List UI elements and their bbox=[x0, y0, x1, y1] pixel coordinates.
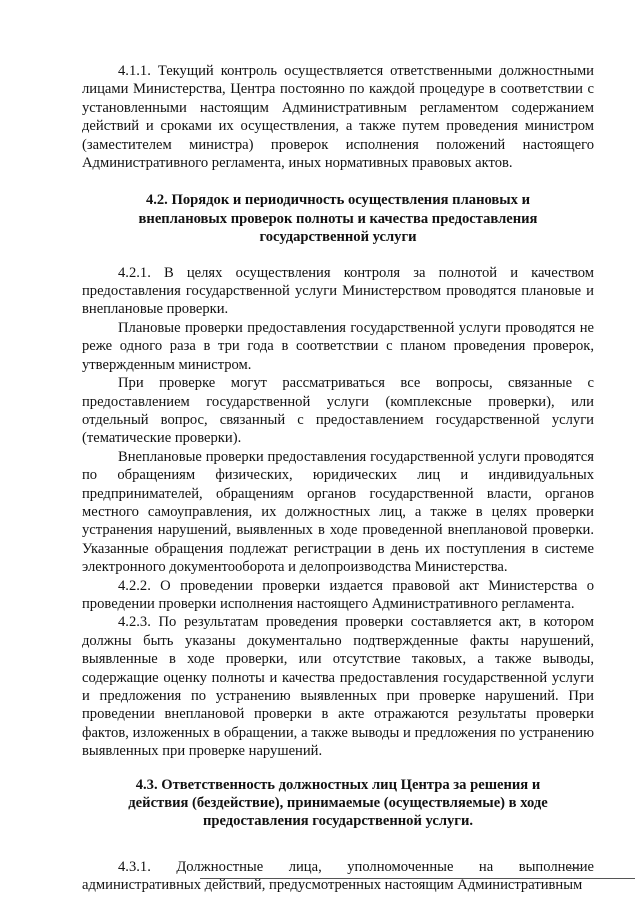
paragraph-4-2-1: 4.2.1. В целях осуществления контроля за полнотой и качеством предоставления государственной услуги Министерством проводятся плановые и внеплановые проверки. bbox=[82, 264, 594, 318]
footer-rule bbox=[200, 878, 635, 879]
heading-line: предоставления государственной услуги. bbox=[202, 813, 473, 830]
paragraph-unplanned-checks: Внеплановые проверки предоставления государственной услуги проводятся по обращениям физических, юридических лиц и индивидуальных предпринимателей, обращениям органов государственной власти, органов местного самоуправления, их должностных лиц, а также в целях проверки устранения нарушений, выявленных в ходе проведенной внеплановой проверки. Указанные обращения подлежат регистрации в день их поступления в системе электронного документооборота и делопроизводства Министерства. bbox=[82, 448, 594, 576]
heading-line: 4.3. Ответственность должностных лиц Центра за решения и bbox=[135, 776, 541, 793]
footer-mark bbox=[568, 868, 582, 869]
heading-line: 4.2. Порядок и периодичность осуществления плановых и bbox=[145, 192, 531, 209]
paragraph-4-2-3: 4.2.3. По результатам проведения проверки составляется акт, в котором должны быть указаны документально подтвержденные факты нарушений, выявленные в ходе проверки, или отсутствие таковых, а также выводы, содержащие оценку полноты и качества предоставления государственной услуги и предложения по устранению выявленных при проверке нарушений. При проведении внеплановой проверки в акте отражаются результаты проверки фактов, изложенных в обращении, а также выводы и предложения по устранению выявленных при проверке нарушений. bbox=[82, 614, 594, 760]
section-heading-4-2 bbox=[82, 191, 594, 246]
heading-line: действия (бездействие), принимаемые (осуществляемые) в ходе bbox=[128, 795, 548, 812]
document-body bbox=[82, 62, 594, 895]
heading-line: государственной услуги bbox=[259, 229, 417, 246]
paragraph-4-1-1: 4.1.1. Текущий контроль осуществляется ответственными должностными лицами Министерства, Центра постоянно по каждой процедуре в соответствии с установленными настоящим Административным регламентом содержанием действий и сроками их осуществления, а также путем проведения министром (заместителем министра) проверок исполнения положений настоящего Административного регламента, иных нормативных правовых актов. bbox=[82, 63, 594, 172]
heading-line: внеплановых проверок полноты и качества предоставления bbox=[138, 210, 538, 227]
paragraph-4-2-2: 4.2.2. О проведении проверки издается правовой акт Министерства о проведении проверки исполнения настоящего Административного регламента. bbox=[82, 577, 594, 612]
paragraph-planned-checks: Плановые проверки предоставления государственной услуги проводятся не реже одного раза в три года в соответствии с планом проведения проверок, утвержденным министром. bbox=[82, 319, 594, 373]
paragraph-4-3-1: 4.3.1. Должностные лица, уполномоченные на выполнение административных действий, предусмотренных настоящим Административным bbox=[82, 858, 594, 894]
section-heading-4-3 bbox=[82, 776, 594, 831]
paragraph-check-scope: При проверке могут рассматриваться все вопросы, связанные с предоставлением государственной услуги (комплексные проверки), или отдельный вопрос, связанный с предоставлением государственной услуги (тематические проверки). bbox=[82, 375, 594, 447]
